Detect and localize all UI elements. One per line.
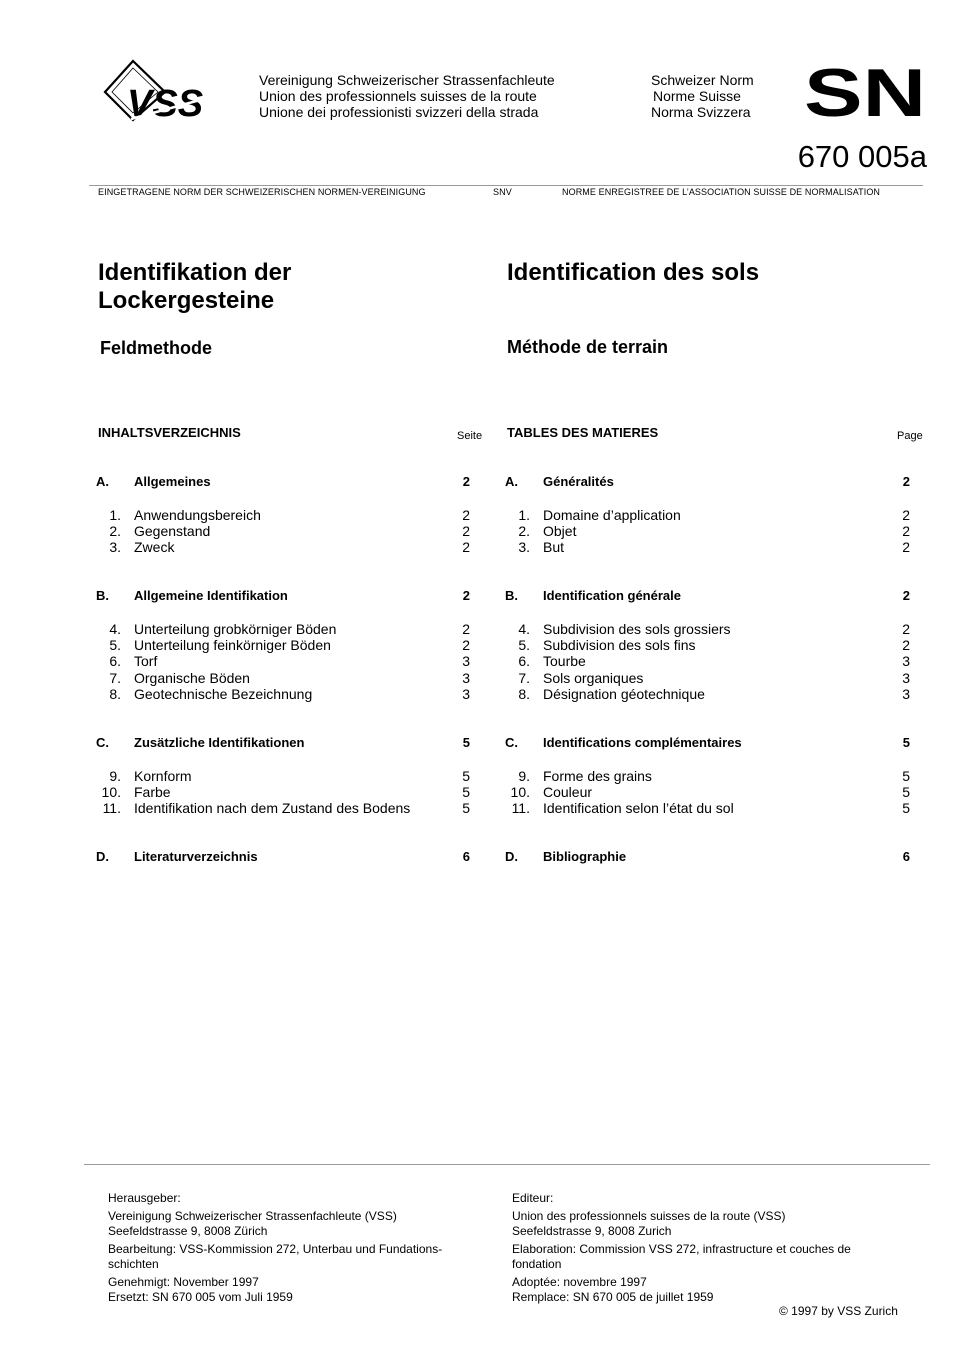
section-number: C. (505, 735, 518, 750)
item-page: 3 (462, 653, 470, 669)
approved-date: Genehmigt: November 1997 (108, 1274, 259, 1289)
item-label: Forme des grains (543, 768, 652, 784)
organization-it: Unione dei professionisti svizzeri della strada (259, 104, 539, 120)
item-page: 3 (902, 653, 910, 669)
section-label: Identifications complémentaires (543, 735, 742, 750)
title-de (98, 259, 291, 315)
approved-date: Adoptée: novembre 1997 (512, 1274, 647, 1289)
section-page: 2 (462, 588, 470, 603)
item-page: 2 (462, 637, 470, 653)
item-number: 8. (109, 686, 121, 702)
section-number: A. (96, 474, 109, 489)
section-number: C. (96, 735, 109, 750)
replaces-note: Remplace: SN 670 005 de juillet 1959 (512, 1290, 714, 1304)
item-number: 4. (518, 621, 530, 637)
section-number: D. (505, 849, 518, 864)
item-label: Subdivision des sols fins (543, 637, 696, 653)
item-label: But (543, 539, 565, 555)
item-page: 3 (462, 686, 470, 702)
item-label: Identifikation nach dem Zustand des Bodens (134, 800, 411, 816)
item-label: Farbe (134, 784, 171, 800)
item-label: Organische Böden (134, 670, 250, 686)
item-page: 5 (902, 784, 910, 800)
item-label: Unterteilung feinkörniger Böden (134, 637, 331, 653)
item-number: 9. (109, 768, 121, 784)
item-label: Torf (134, 653, 158, 669)
sn-logo (804, 66, 928, 120)
item-page: 3 (462, 670, 470, 686)
item-label: Domaine d’application (543, 507, 681, 523)
page-label-fr: Page (897, 430, 923, 442)
item-number: 4. (109, 621, 121, 637)
item-page: 2 (902, 507, 910, 523)
vss-logo-text: VSS (127, 83, 204, 124)
item-page: 3 (902, 670, 910, 686)
item-number: 6. (518, 653, 530, 669)
norm-type-fr: Norme Suisse (653, 88, 741, 104)
footer-rule (84, 1164, 930, 1165)
item-number: 10. (510, 784, 530, 800)
publisher-name: Union des professionnels suisses de la route (VSS) (512, 1208, 786, 1223)
section-page: 6 (902, 849, 910, 864)
item-page: 2 (462, 539, 470, 555)
section-label: Literaturverzeichnis (134, 849, 258, 864)
norm-type-it: Norma Svizzera (651, 104, 751, 120)
item-page: 3 (902, 686, 910, 702)
norm-type (651, 72, 754, 120)
replaces-note: Ersetzt: SN 670 005 vom Juli 1959 (108, 1290, 293, 1304)
item-page: 2 (462, 507, 470, 523)
section-page: 2 (902, 474, 910, 489)
editing-line-1: Elaboration: Commission VSS 272, infrastructure et couches de (512, 1241, 851, 1256)
toc-heading-de: INHALTSVERZEICHNIS (98, 425, 241, 440)
item-page: 2 (462, 523, 470, 539)
item-page: 2 (902, 539, 910, 555)
section-number: B. (505, 588, 518, 603)
item-number: 5. (518, 637, 530, 653)
item-label: Anwendungsbereich (134, 507, 261, 523)
page-label-de: Seite (457, 430, 483, 442)
footer-de (108, 1191, 488, 1306)
item-number: 2. (109, 523, 121, 539)
item-number: 1. (109, 507, 121, 523)
item-page: 2 (902, 637, 910, 653)
section-number: B. (96, 588, 109, 603)
sn-logo-text: SN (804, 66, 926, 120)
item-label: Gegenstand (134, 523, 211, 539)
editing-line-2: fondation (512, 1257, 562, 1271)
item-number: 7. (109, 670, 121, 686)
item-label: Sols organiques (543, 670, 644, 686)
item-page: 5 (902, 800, 910, 816)
item-label: Geotechnische Bezeichnung (134, 686, 313, 702)
item-label: Subdivision des sols grossiers (543, 621, 731, 637)
publisher-address: Seefeldstrasse 9, 8008 Zurich (512, 1224, 672, 1238)
title-fr: Identification des sols (507, 259, 760, 286)
section-label: Identification générale (543, 588, 681, 603)
section-label: Généralités (543, 474, 614, 489)
item-label: Tourbe (543, 653, 586, 669)
item-number: 6. (109, 653, 121, 669)
title-de-line1: Identifikation der (98, 259, 292, 286)
publisher-address: Seefeldstrasse 9, 8008 Zürich (108, 1224, 268, 1238)
item-label: Unterteilung grobkörniger Böden (134, 621, 337, 637)
header-rule (89, 185, 923, 186)
copyright: © 1997 by VSS Zurich (779, 1304, 898, 1318)
section-label: Allgemeine Identifikation (134, 588, 288, 603)
item-label: Zweck (134, 539, 175, 555)
item-label: Couleur (543, 784, 593, 800)
item-number: 9. (518, 768, 530, 784)
registration-abbr: SNV (493, 187, 512, 197)
publisher-label: Editeur: (512, 1191, 554, 1205)
section-label: Bibliographie (543, 849, 627, 864)
organization-names (259, 72, 555, 120)
item-number: 3. (518, 539, 530, 555)
publisher-label: Herausgeber: (108, 1191, 181, 1205)
item-number: 8. (518, 686, 530, 702)
title-de-line2: Lockergesteine (98, 287, 275, 314)
section-page: 2 (902, 588, 910, 603)
footer-fr (512, 1191, 912, 1306)
item-number: 10. (101, 784, 121, 800)
vss-logo (103, 58, 241, 124)
section-number: A. (505, 474, 518, 489)
editing-line-2: schichten (108, 1257, 159, 1271)
section-page: 6 (462, 849, 470, 864)
editing-line-1: Bearbeitung: VSS-Kommission 272, Unterbau und Fundations- (108, 1241, 443, 1256)
item-label: Objet (543, 523, 577, 539)
item-label: Désignation géotechnique (543, 686, 705, 702)
item-number: 1. (518, 507, 530, 523)
toc-heading-fr: TABLES DES MATIERES (507, 425, 659, 440)
item-number: 5. (109, 637, 121, 653)
norm-number: 670 005a (797, 139, 927, 174)
item-page: 5 (462, 800, 470, 816)
section-label: Zusätzliche Identifikationen (134, 735, 305, 750)
section-label: Allgemeines (134, 474, 211, 489)
subtitle-fr: Méthode de terrain (507, 337, 669, 357)
item-page: 2 (902, 621, 910, 637)
item-number: 2. (518, 523, 530, 539)
registration-fr: NORME ENREGISTREE DE L’ASSOCIATION SUISSE DE NORMALISATION (562, 187, 881, 197)
section-page: 5 (462, 735, 470, 750)
registration-de: EINGETRAGENE NORM DER SCHWEIZERISCHEN NORMEN-VEREINIGUNG (98, 187, 426, 197)
organization-de: Vereinigung Schweizerischer Strassenfachleute (259, 72, 555, 88)
organization-fr: Union des professionnels suisses de la route (259, 88, 537, 104)
section-page: 2 (462, 474, 470, 489)
item-number: 3. (109, 539, 121, 555)
item-page: 2 (462, 621, 470, 637)
item-number: 11. (102, 800, 121, 816)
item-label: Identification selon l’état du sol (543, 800, 734, 816)
item-page: 5 (902, 768, 910, 784)
item-page: 5 (462, 784, 470, 800)
item-page: 2 (902, 523, 910, 539)
item-label: Kornform (134, 768, 192, 784)
section-page: 5 (902, 735, 910, 750)
item-number: 11. (511, 800, 530, 816)
section-number: D. (96, 849, 109, 864)
item-page: 5 (462, 768, 470, 784)
subtitle-de: Feldmethode (100, 338, 213, 358)
item-number: 7. (518, 670, 530, 686)
publisher-name: Vereinigung Schweizerischer Strassenfachleute (VSS) (108, 1208, 397, 1223)
norm-type-de: Schweizer Norm (651, 72, 754, 88)
